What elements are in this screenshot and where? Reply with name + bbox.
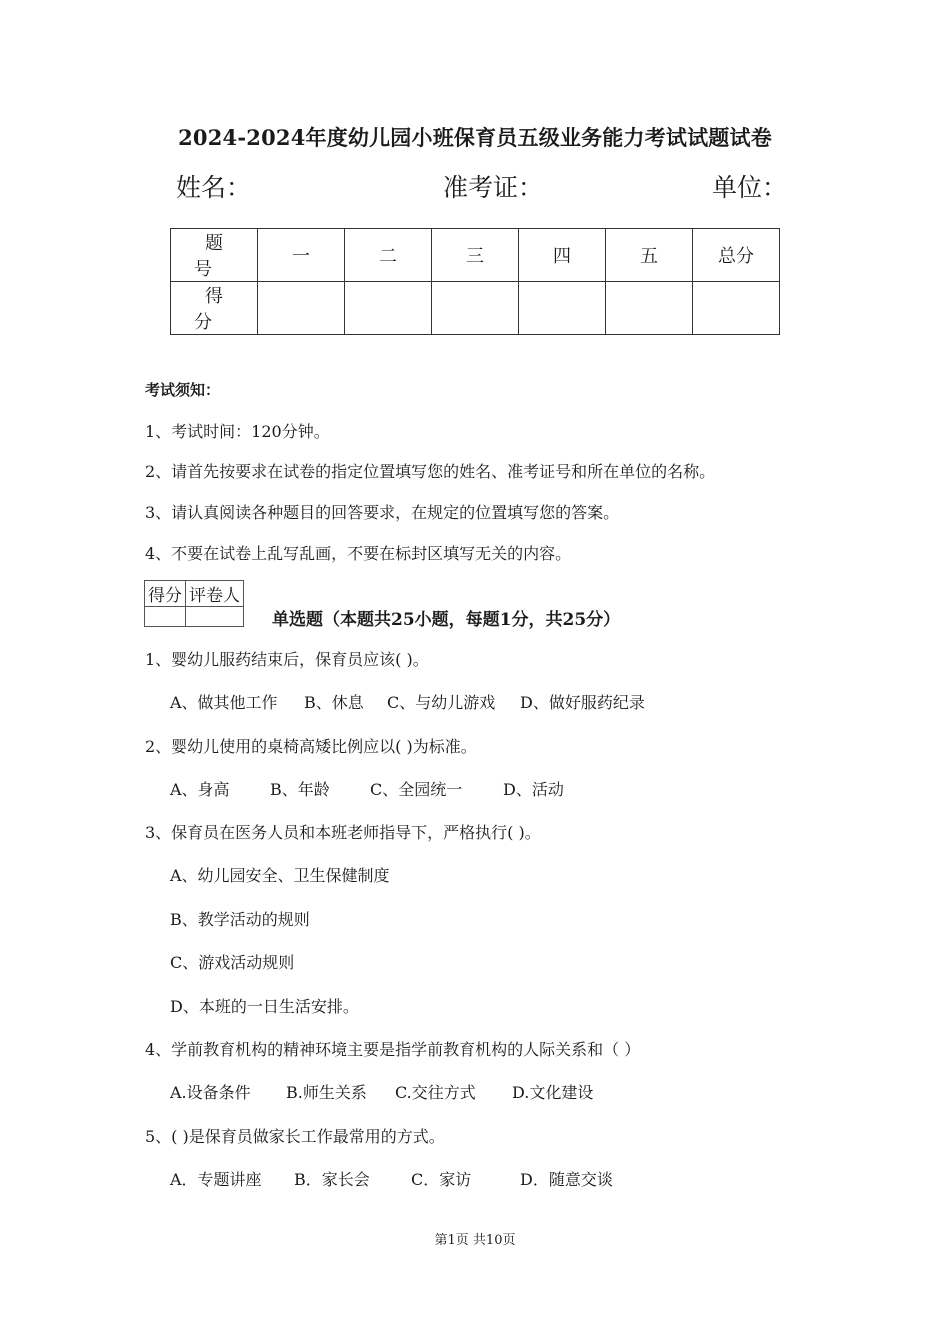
unit-field-label: 单位： [712,173,788,202]
name-field-label: 姓名： [176,173,252,202]
question-1: 1、婴幼儿服药结束后，保育员应该( )。 [145,650,429,669]
score-table-score-row [171,282,780,335]
question-2: 2、婴幼儿使用的桌椅高矮比例应以( )为标准。 [145,737,477,756]
option: B．家长会 [294,1170,370,1189]
option: C、游戏活动规则 [170,953,295,972]
question-3: 3、保育员在医务人员和本班老师指导下，严格执行( )。 [145,823,541,842]
grader-box-blank-row [145,607,244,627]
option: B、休息 [304,693,364,712]
score-table-header-cell: 三 [432,229,519,282]
score-table-row-label: 得分 [171,282,258,335]
score-table-blank-cell[interactable] [258,282,345,335]
page-footer: 第1页 共10页 [434,1233,516,1248]
score-table-blank-cell[interactable] [432,282,519,335]
option: B.师生关系 [286,1083,367,1102]
question-5: 5、( )是保育员做家长工作最常用的方式。 [145,1127,445,1146]
score-table [170,228,780,335]
score-table-header-cell: 五 [606,229,693,282]
option: C．家访 [411,1170,472,1189]
score-table-blank-cell[interactable] [606,282,693,335]
score-table-header-cell: 一 [258,229,345,282]
option: A.设备条件 [170,1083,251,1102]
grader-name-blank[interactable] [186,607,244,627]
note-item: 1、考试时间：120分钟。 [145,422,330,441]
section-title: 单选题（本题共25小题，每题1分，共25分） [272,610,621,630]
option: D、做好服药纪录 [520,693,645,712]
option: B、教学活动的规则 [170,910,310,929]
grader-box-header-row [145,581,244,607]
grader-score-blank[interactable] [145,607,186,627]
score-table-blank-cell[interactable] [345,282,432,335]
option: A．专题讲座 [170,1170,262,1189]
score-table-header-cell: 总分 [693,229,780,282]
option: D.文化建设 [512,1083,594,1102]
note-item: 2、请首先按要求在试卷的指定位置填写您的姓名、准考证号和所在单位的名称。 [145,462,716,481]
score-table-header-cell: 二 [345,229,432,282]
score-table-blank-cell[interactable] [693,282,780,335]
note-item: 3、请认真阅读各种题目的回答要求，在规定的位置填写您的答案。 [145,503,620,522]
score-table-header-cell: 题号 [171,229,258,282]
option: C、全园统一 [370,780,463,799]
option: A、身高 [170,780,230,799]
option: C、与幼儿游戏 [387,693,496,712]
notes-heading: 考试须知： [145,381,221,399]
option: D、活动 [503,780,564,799]
option: A、做其他工作 [170,693,278,712]
option: A、幼儿园安全、卫生保健制度 [170,866,390,885]
option: B、年龄 [270,780,330,799]
page-title: 2024-2024年度幼儿园小班保育员五级业务能力考试试题试卷 [178,125,772,150]
question-4: 4、学前教育机构的精神环境主要是指学前教育机构的人际关系和（ ） [145,1040,641,1059]
grader-score-label: 得分 [145,581,186,607]
score-table-header-cell: 四 [519,229,606,282]
score-table-blank-cell[interactable] [519,282,606,335]
grader-name-label: 评卷人 [186,581,244,607]
score-table-header-row [171,229,780,282]
option: D、本班的一日生活安排。 [170,997,359,1016]
option: D．随意交谈 [520,1170,613,1189]
option: C.交往方式 [395,1083,476,1102]
grader-box [144,580,244,627]
note-item: 4、不要在试卷上乱写乱画，不要在标封区填写无关的内容。 [145,544,572,563]
exam-id-field-label: 准考证： [443,173,544,202]
